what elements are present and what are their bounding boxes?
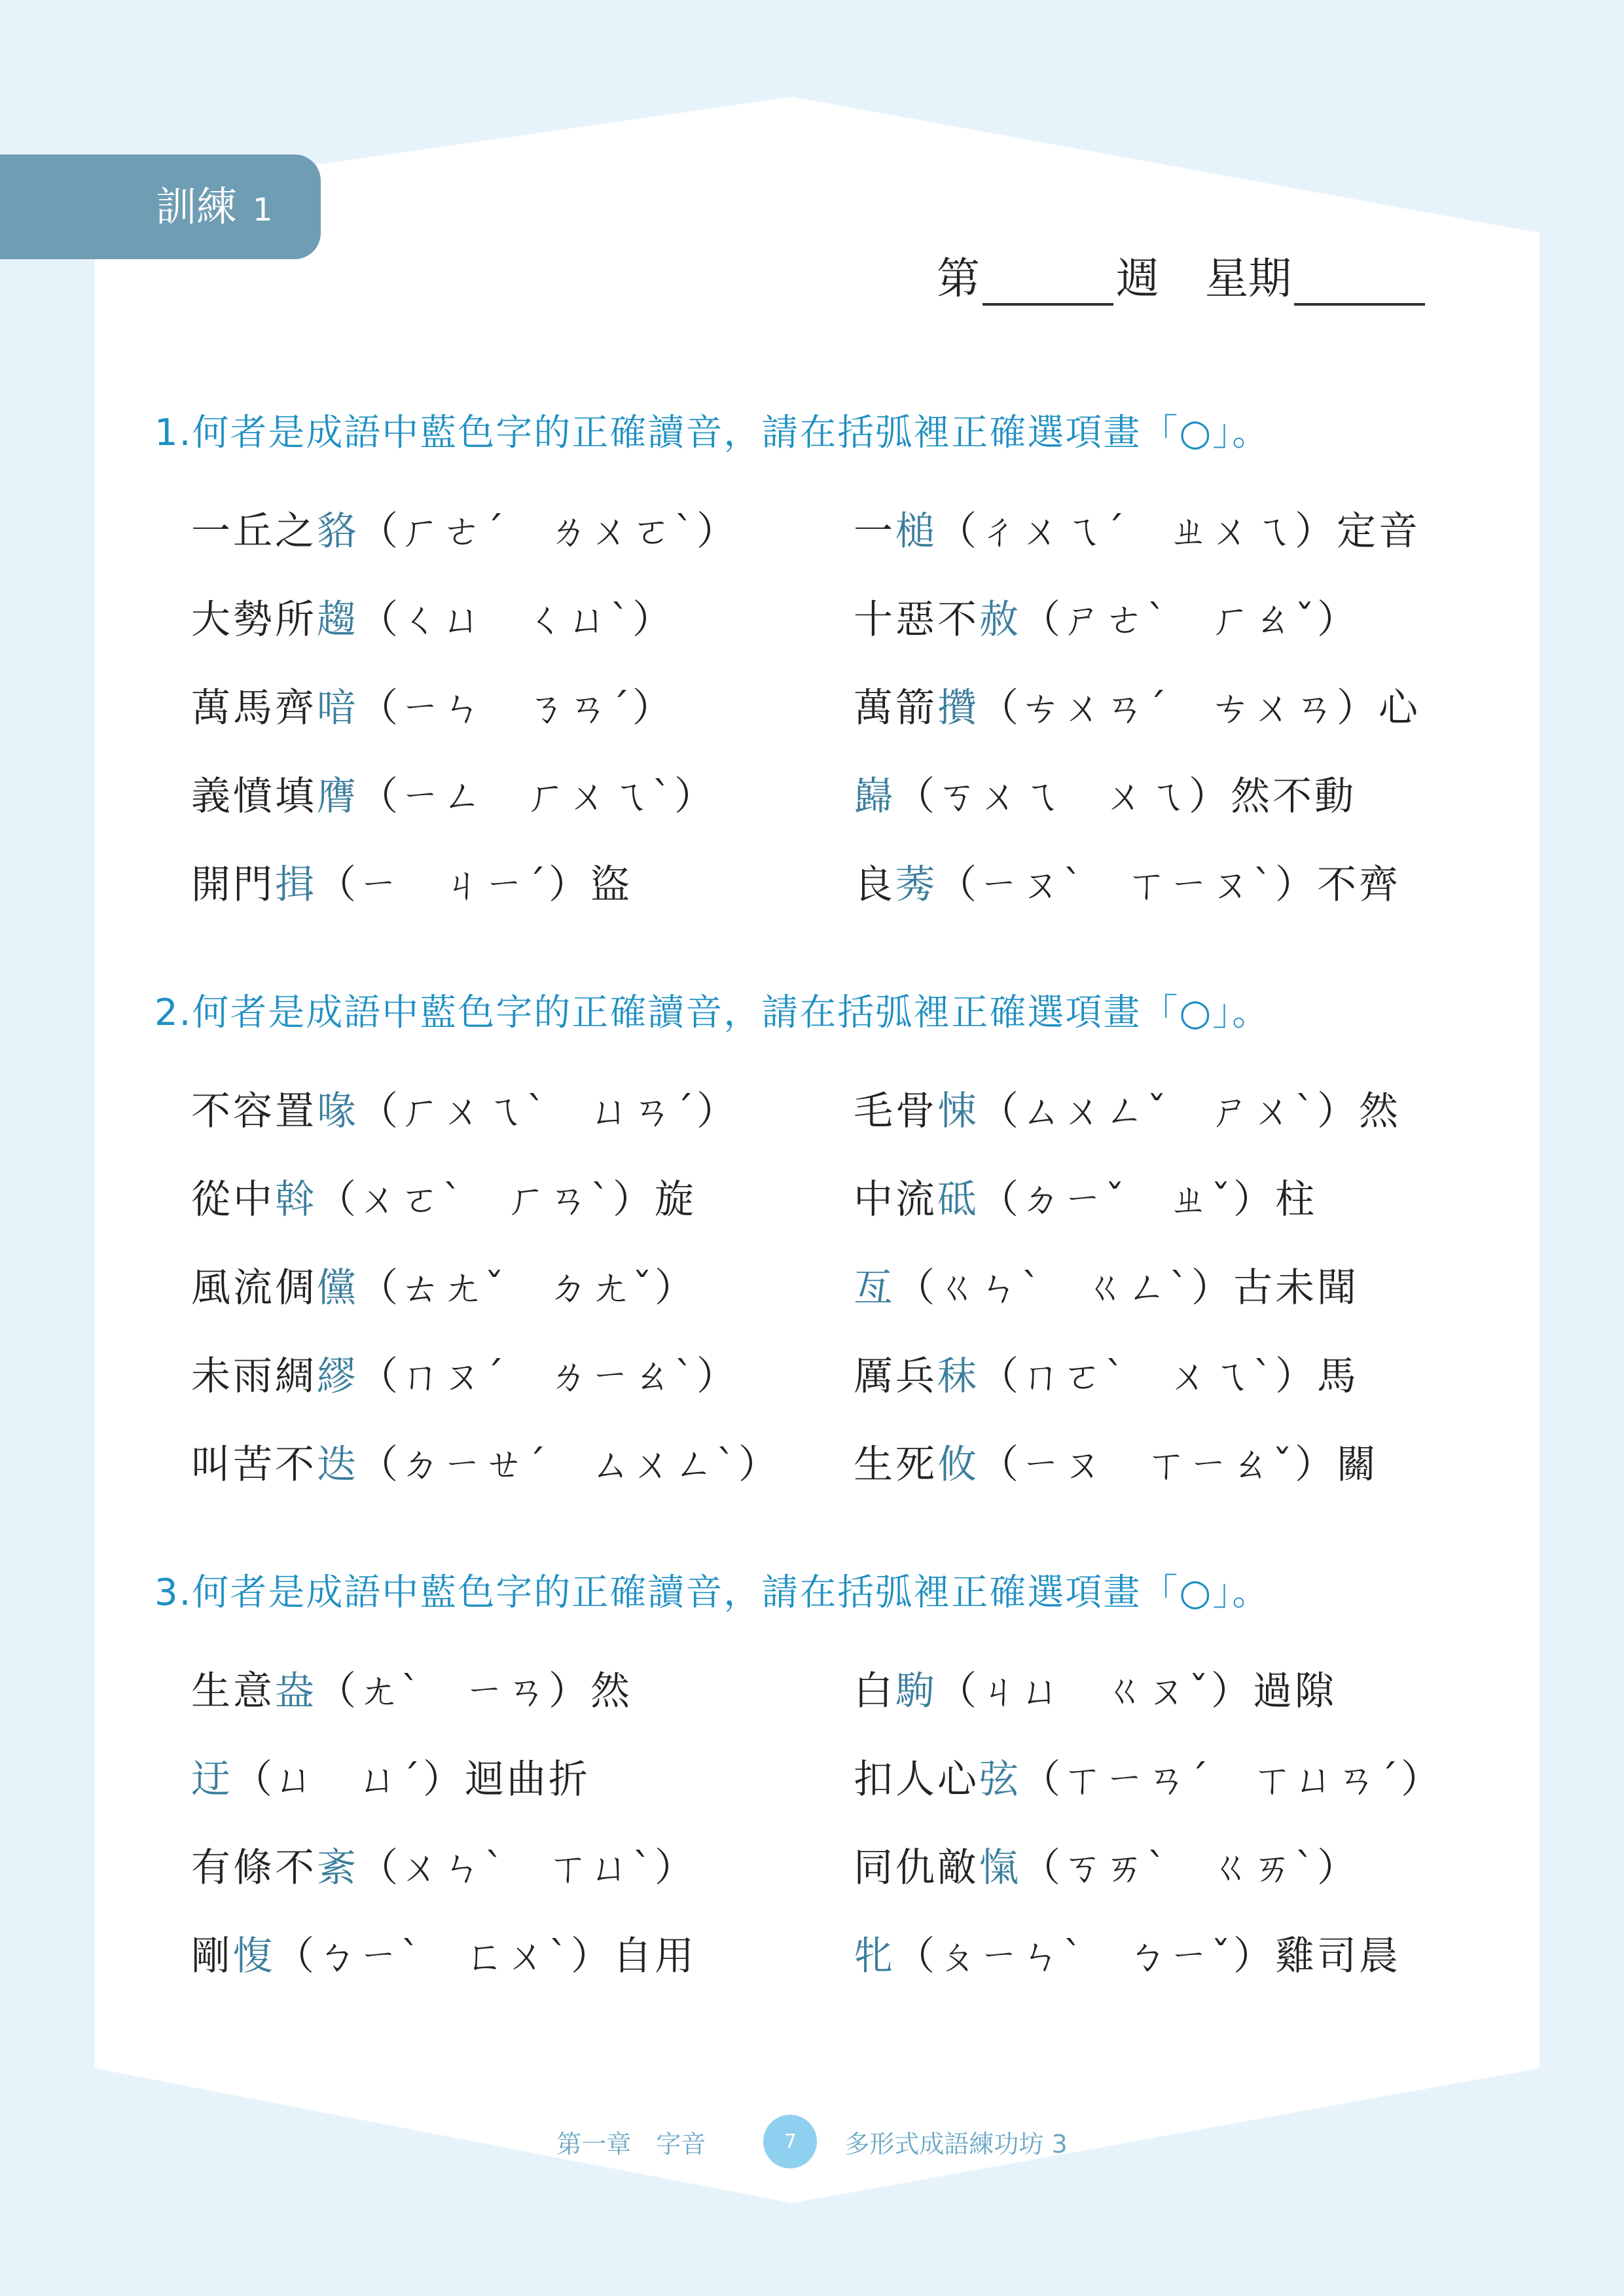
question-items xyxy=(154,1659,1496,2012)
idiom-prefix: 十惡不 xyxy=(854,597,979,643)
question-title: 1.何者是成語中藍色字的正確讀音，請在括弧裡正確選項畫「○」。 xyxy=(154,412,1271,454)
idiom-prefix: 大勢所 xyxy=(191,597,317,643)
pronunciation-options: （ㄒㄧㄢˊ ㄒㄩㄢˊ） xyxy=(1021,1757,1443,1803)
pronunciation-options: （ㄧㄡˋ ㄒㄧㄡˋ） xyxy=(937,862,1317,908)
highlighted-character: 紊 xyxy=(317,1845,359,1891)
idiom-item[interactable] xyxy=(154,764,817,852)
question-items xyxy=(154,1079,1496,1520)
idiom-prefix: 義憤填 xyxy=(191,774,317,819)
idiom-suffix: 旋 xyxy=(655,1177,696,1223)
page-footer xyxy=(0,2109,1624,2174)
highlighted-character: 迂 xyxy=(191,1757,233,1803)
highlighted-character: 儻 xyxy=(317,1265,359,1311)
pronunciation-options: （ㄎㄞˋ ㄍㄞˋ） xyxy=(1021,1845,1359,1891)
highlighted-character: 槌 xyxy=(895,509,937,554)
pronunciation-options: （ㄆㄧㄣˋ ㄅㄧˇ） xyxy=(895,1933,1275,1979)
pronunciation-options: （ㄔㄨㄟˊ ㄓㄨㄟ） xyxy=(937,509,1337,554)
idiom-prefix: 生意 xyxy=(191,1668,275,1714)
week-prefix: 第 xyxy=(937,253,980,304)
idiom-suffix: 然不動 xyxy=(1231,774,1356,819)
idiom-suffix: 盜 xyxy=(590,862,632,908)
idiom-item[interactable] xyxy=(817,587,1471,675)
question-title: 3.何者是成語中藍色字的正確讀音，請在括弧裡正確選項畫「○」。 xyxy=(154,1571,1271,1614)
idiom-item[interactable] xyxy=(817,1167,1471,1255)
idiom-item[interactable] xyxy=(817,1835,1471,1924)
pronunciation-options: （ㄏㄜˊ ㄌㄨㄛˋ） xyxy=(359,509,738,554)
pronunciation-options: （ㄉㄧㄝˊ ㄙㄨㄥˋ） xyxy=(359,1442,780,1488)
highlighted-character: 喙 xyxy=(317,1088,359,1134)
idiom-item[interactable] xyxy=(154,1432,817,1520)
idiom-item[interactable] xyxy=(817,675,1471,764)
pronunciation-options: （ㄑㄩ ㄑㄩˋ） xyxy=(359,597,674,643)
idiom-prefix: 良 xyxy=(854,862,895,908)
idiom-item[interactable] xyxy=(154,587,817,675)
idiom-prefix: 中流 xyxy=(854,1177,937,1223)
idiom-item[interactable] xyxy=(154,1747,817,1835)
idiom-prefix: 扣人心 xyxy=(854,1757,979,1803)
question-section-3 xyxy=(154,1567,1496,2012)
pronunciation-options: （ㄧㄡ ㄒㄧㄠˇ） xyxy=(979,1442,1337,1488)
pronunciation-options: （ㄙㄨㄥˇ ㄕㄨˋ） xyxy=(979,1088,1359,1134)
idiom-item[interactable] xyxy=(154,1924,817,2012)
idiom-item[interactable] xyxy=(154,1344,817,1432)
highlighted-character: 喑 xyxy=(317,685,359,731)
idiom-item[interactable] xyxy=(154,675,817,764)
idiom-item[interactable] xyxy=(817,1255,1471,1344)
week-number-blank[interactable] xyxy=(983,252,1113,306)
highlighted-character: 繆 xyxy=(317,1354,359,1399)
idiom-prefix: 一 xyxy=(854,509,895,554)
idiom-item[interactable] xyxy=(817,764,1471,852)
idiom-suffix: 雞司晨 xyxy=(1275,1933,1401,1979)
idiom-prefix: 生死 xyxy=(854,1442,937,1488)
idiom-item[interactable] xyxy=(154,852,817,941)
idiom-suffix: 不齊 xyxy=(1317,862,1401,908)
idiom-prefix: 毛骨 xyxy=(854,1088,937,1134)
idiom-item[interactable] xyxy=(817,1659,1471,1747)
idiom-suffix: 迴曲折 xyxy=(465,1757,590,1803)
question-section-1 xyxy=(154,407,1496,941)
date-fill-line xyxy=(937,243,1428,306)
weekday-blank[interactable] xyxy=(1294,252,1425,306)
highlighted-character: 愎 xyxy=(233,1933,275,1979)
pronunciation-options: （ㄅㄧˋ ㄈㄨˋ） xyxy=(275,1933,613,1979)
week-suffix: 週 xyxy=(1116,253,1159,304)
pronunciation-options: （ㄇㄡˊ ㄌㄧㄠˋ） xyxy=(359,1354,738,1399)
highlighted-character: 弦 xyxy=(979,1757,1021,1803)
idiom-item[interactable] xyxy=(154,1079,817,1167)
highlighted-character: 趨 xyxy=(317,597,359,643)
idiom-prefix: 剛 xyxy=(191,1933,233,1979)
idiom-prefix: 一丘之 xyxy=(191,509,317,554)
highlighted-character: 貉 xyxy=(317,509,359,554)
training-tag xyxy=(0,154,321,259)
idiom-suffix: 古未聞 xyxy=(1233,1265,1359,1311)
idiom-suffix: 自用 xyxy=(613,1933,696,1979)
pronunciation-options: （ㄨㄛˋ ㄏㄢˋ） xyxy=(317,1177,655,1223)
idiom-item[interactable] xyxy=(817,1344,1471,1432)
highlighted-character: 迭 xyxy=(317,1442,359,1488)
pronunciation-options: （ㄧ ㄐㄧˊ） xyxy=(317,862,590,908)
pronunciation-options: （ㄐㄩ ㄍㄡˇ） xyxy=(937,1668,1253,1714)
footer-book-title: 多形式成語練功坊 3 xyxy=(844,2129,1068,2159)
pronunciation-options: （ㄇㄛˋ ㄨㄟˋ） xyxy=(979,1354,1317,1399)
training-tag-label: 訓練 xyxy=(156,183,238,230)
idiom-prefix: 有條不 xyxy=(191,1845,317,1891)
idiom-suffix: 過隙 xyxy=(1253,1668,1337,1714)
highlighted-character: 攢 xyxy=(937,685,979,731)
idiom-item[interactable] xyxy=(154,1659,817,1747)
idiom-item[interactable] xyxy=(817,499,1471,587)
highlighted-character: 膺 xyxy=(317,774,359,819)
highlighted-character: 斡 xyxy=(275,1177,317,1223)
idiom-suffix: 定音 xyxy=(1337,509,1420,554)
pronunciation-options: （ㄏㄨㄟˋ ㄩㄢˊ） xyxy=(359,1088,738,1134)
idiom-prefix: 未雨綢 xyxy=(191,1354,317,1399)
highlighted-character: 揖 xyxy=(275,862,317,908)
idiom-prefix: 從中 xyxy=(191,1177,275,1223)
idiom-prefix: 叫苦不 xyxy=(191,1442,317,1488)
highlighted-character: 秣 xyxy=(937,1354,979,1399)
idiom-suffix: 心 xyxy=(1379,685,1420,731)
page-number-badge: 7 xyxy=(763,2115,817,2168)
highlighted-character: 盎 xyxy=(275,1668,317,1714)
idiom-prefix: 萬箭 xyxy=(854,685,937,731)
pronunciation-options: （ㄧㄣ ㄋㄢˊ） xyxy=(359,685,674,731)
highlighted-character: 砥 xyxy=(937,1177,979,1223)
highlighted-character: 牝 xyxy=(854,1933,895,1979)
question-section-2 xyxy=(154,987,1496,1520)
pronunciation-options: （ㄕㄜˋ ㄏㄠˇ） xyxy=(1021,597,1359,643)
highlighted-character: 巋 xyxy=(854,774,895,819)
pronunciation-options: （ㄎㄨㄟ ㄨㄟ） xyxy=(895,774,1231,819)
question-title: 2.何者是成語中藍色字的正確讀音，請在括弧裡正確選項畫「○」。 xyxy=(154,992,1271,1034)
highlighted-character: 赦 xyxy=(979,597,1021,643)
footer-chapter: 第一章 字音 xyxy=(556,2129,706,2159)
idiom-suffix: 然 xyxy=(1359,1088,1401,1134)
highlighted-character: 愾 xyxy=(979,1845,1021,1891)
pronunciation-options: （ㄨㄣˋ ㄒㄩˋ） xyxy=(359,1845,696,1891)
idiom-suffix: 柱 xyxy=(1275,1177,1317,1223)
idiom-suffix: 然 xyxy=(590,1668,632,1714)
pronunciation-options: （ㄍㄣˋ ㄍㄥˋ） xyxy=(895,1265,1233,1311)
idiom-item[interactable] xyxy=(154,1835,817,1924)
idiom-item[interactable] xyxy=(817,1079,1471,1167)
pronunciation-options: （ㄉㄧˇ ㄓˇ） xyxy=(979,1177,1275,1223)
highlighted-character: 駒 xyxy=(895,1668,937,1714)
highlighted-character: 悚 xyxy=(937,1088,979,1134)
idiom-prefix: 開門 xyxy=(191,862,275,908)
pronunciation-options: （ㄊㄤˇ ㄉㄤˇ） xyxy=(359,1265,696,1311)
pronunciation-options: （ㄧㄥ ㄏㄨㄟˋ） xyxy=(359,774,716,819)
idiom-item[interactable] xyxy=(817,1747,1471,1835)
pronunciation-options: （ㄩ ㄩˊ） xyxy=(233,1757,465,1803)
idiom-suffix: 關 xyxy=(1337,1442,1379,1488)
highlighted-character: 莠 xyxy=(895,862,937,908)
idiom-item[interactable] xyxy=(817,1432,1471,1520)
idiom-item[interactable] xyxy=(817,852,1471,941)
idiom-item[interactable] xyxy=(154,499,817,587)
pronunciation-options: （ㄤˋ ㄧㄢ） xyxy=(317,1668,590,1714)
idiom-prefix: 白 xyxy=(854,1668,895,1714)
idiom-prefix: 厲兵 xyxy=(854,1354,937,1399)
idiom-prefix: 同仇敵 xyxy=(854,1845,979,1891)
pronunciation-options: （ㄘㄨㄢˊ ㄘㄨㄢ） xyxy=(979,685,1379,731)
weekday-label: 星期 xyxy=(1205,253,1291,304)
highlighted-character: 亙 xyxy=(854,1265,895,1311)
idiom-suffix: 馬 xyxy=(1317,1354,1359,1399)
training-tag-number: 1 xyxy=(253,192,273,228)
idiom-prefix: 不容置 xyxy=(191,1088,317,1134)
idiom-prefix: 萬馬齊 xyxy=(191,685,317,731)
idiom-item[interactable] xyxy=(154,1167,817,1255)
question-items xyxy=(154,499,1496,941)
idiom-item[interactable] xyxy=(154,1255,817,1344)
highlighted-character: 攸 xyxy=(937,1442,979,1488)
idiom-item[interactable] xyxy=(817,1924,1471,2012)
idiom-prefix: 風流倜 xyxy=(191,1265,317,1311)
